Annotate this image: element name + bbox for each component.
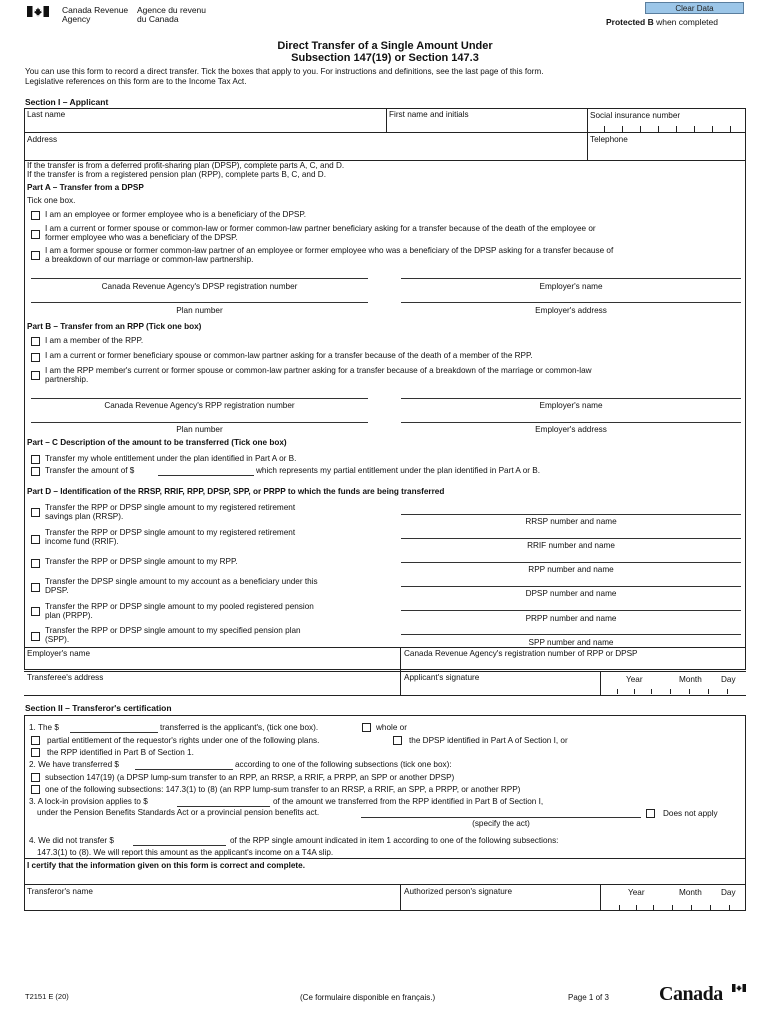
part-b-option-3-label: I am the RPP member's current or former spouse or common-law partner asking for a transfer because of a breakdown of the marriage or common-law <box>45 366 592 375</box>
canada-wordmark-flag-icon <box>732 984 746 992</box>
sin-label: Social insurance number <box>590 111 681 120</box>
rpp-registration-number-label: Canada Revenue Agency's RPP registration number <box>104 401 295 410</box>
part-d-rpp-label: Transfer the RPP or DPSP single amount to my RPP. <box>45 557 238 566</box>
part-d-rrsp-checkbox[interactable] <box>31 508 40 517</box>
canada-flag-logo <box>27 6 49 17</box>
item-2-147-19-label: subsection 147(19) (a DPSP lump-sum transfer to an RPP, an RRSP, a RRIF, a PRPP, an SPP or another DPSP) <box>45 773 455 782</box>
part-d-prpp-label-cont: plan (PRPP). <box>45 611 93 620</box>
transferor-date-month-label: Month <box>679 888 702 897</box>
rpp-employer-address-label: Employer's address <box>535 425 607 434</box>
rpp-employer-name-field[interactable] <box>401 386 741 398</box>
part-a-option-2-label-cont: former employee who was a beneficiary of the DPSP. <box>45 233 238 242</box>
part-b-option-1-label: I am a member of the RPP. <box>45 336 144 345</box>
dpsp-employer-address-label: Employer's address <box>535 306 607 315</box>
part-a-option-3-checkbox[interactable] <box>31 251 40 260</box>
cra-rpp-dpsp-registration-field[interactable] <box>401 658 745 670</box>
dpsp-number-name-field[interactable] <box>401 575 741 586</box>
part-a-tick-note: Tick one box. <box>27 196 76 205</box>
telephone-field[interactable] <box>588 144 745 159</box>
part-b-option-1-checkbox[interactable] <box>31 337 40 346</box>
agency-name-fr: Agence du revenu du Canada <box>137 5 206 24</box>
intro-text-2: Legislative references on this form are to the Income Tax Act. <box>25 77 247 86</box>
dpsp-registration-number-label: Canada Revenue Agency's DPSP registration number <box>101 282 298 291</box>
item-3-text-cont: under the Pension Benefits Standards Act or a provincial pension benefits act. <box>37 808 320 817</box>
rrsp-number-name-field[interactable] <box>401 503 741 514</box>
rpp-registration-number-field[interactable] <box>31 386 368 398</box>
part-d-rrsp-label: Transfer the RPP or DPSP single amount to my registered retirement <box>45 503 296 512</box>
part-a-option-2-label: I am a current or former spouse or common-law or former common-law partner beneficiary asking for a transfer because of the death of the employee or <box>45 224 596 233</box>
part-d-prpp-checkbox[interactable] <box>31 607 40 616</box>
rrif-number-name-field[interactable] <box>401 527 741 538</box>
dpsp-employer-name-label: Employer's name <box>539 282 603 291</box>
part-c-amount-field[interactable] <box>158 465 254 475</box>
dpsp-employer-address-field[interactable] <box>401 290 741 302</box>
sin-field[interactable] <box>588 120 745 132</box>
applicant-signature-label: Applicant's signature <box>404 673 480 682</box>
part-c-option-1-checkbox[interactable] <box>31 455 40 464</box>
address-field[interactable] <box>25 144 585 159</box>
part-c-heading: Part – C Description of the amount to be transferred (Tick one box) <box>27 438 287 447</box>
item-1-dpsp-label: the DPSP identified in Part A of Section I, or <box>409 736 568 745</box>
part-a-option-1-checkbox[interactable] <box>31 211 40 220</box>
employer-name-label: Employer's name <box>27 649 90 658</box>
telephone-label: Telephone <box>590 135 628 144</box>
item-1-partial-checkbox[interactable] <box>31 736 40 745</box>
french-availability-note: (Ce formulaire disponible en français.) <box>300 993 436 1002</box>
item-1-whole-checkbox[interactable] <box>362 723 371 732</box>
part-d-dpsp-label-cont: DPSP. <box>45 586 69 595</box>
cra-rpp-dpsp-registration-label: Canada Revenue Agency's registration number of RPP or DPSP <box>404 649 638 658</box>
form-subtitle: Subsection 147(19) or Section 147.3 <box>291 52 479 64</box>
item-2-147-19-checkbox[interactable] <box>31 773 40 782</box>
item-1-prefix: 1. The $ <box>29 723 59 732</box>
applicant-date-month-label: Month <box>679 675 702 684</box>
spp-number-name-label: SPP number and name <box>528 638 614 647</box>
item-1-rpp-label: the RPP identified in Part B of Section 1. <box>47 748 194 757</box>
part-a-option-3-label-cont: a breakdown of our marriage or common-law partnership. <box>45 255 254 264</box>
item-1-text: transferred is the applicant's, (tick one box). <box>160 723 319 732</box>
certify-statement: I certify that the information given on this form is correct and complete. <box>27 861 305 870</box>
rrsp-number-name-label: RRSP number and name <box>525 517 617 526</box>
prpp-number-name-label: PRPP number and name <box>525 614 617 623</box>
section-2-heading: Section II – Transferor's certification <box>25 703 172 713</box>
first-name-field[interactable] <box>387 119 586 133</box>
item-1-dpsp-checkbox[interactable] <box>393 736 402 745</box>
prpp-number-name-field[interactable] <box>401 599 741 610</box>
part-b-option-2-checkbox[interactable] <box>31 353 40 362</box>
part-d-rrif-label-cont: income fund (RRIF). <box>45 537 119 546</box>
item-2-147-3-checkbox[interactable] <box>31 785 40 794</box>
item-2-amount-field[interactable] <box>135 759 233 769</box>
part-a-option-2-checkbox[interactable] <box>31 230 40 239</box>
applicant-date-field[interactable] <box>601 684 745 695</box>
intro-text-1: You can use this form to record a direct transfer. Tick the boxes that apply to you. For instructions and definitions, see the last page of this form. <box>25 67 544 76</box>
part-b-heading: Part B – Transfer from an RPP (Tick one box) <box>27 322 202 331</box>
employer-name-field[interactable] <box>25 658 399 670</box>
part-d-rrsp-label-cont: savings plan (RRSP). <box>45 512 124 521</box>
rpp-employer-name-label: Employer's name <box>539 401 603 410</box>
item-4-text: of the RPP single amount indicated in item 1 according to one of the following subsections: <box>230 836 559 845</box>
part-c-option-2-checkbox[interactable] <box>31 467 40 476</box>
address-label: Address <box>27 135 58 144</box>
item-1-partial-label: partial entitlement of the requestor's rights under one of the following plans. <box>47 736 320 745</box>
agency-name-en: Canada Revenue Agency <box>62 5 129 24</box>
part-d-dpsp-checkbox[interactable] <box>31 583 40 592</box>
part-d-spp-label-cont: (SPP). <box>45 635 70 644</box>
part-b-option-3-label-cont: partnership. <box>45 375 89 384</box>
transferor-name-label: Transferor's name <box>27 887 93 896</box>
authorized-signature-label: Authorized person's signature <box>404 887 513 896</box>
dpsp-number-name-label: DPSP number and name <box>525 589 617 598</box>
last-name-label: Last name <box>27 110 66 119</box>
item-2-prefix: 2. We have transferred $ <box>29 760 119 769</box>
spp-number-name-field[interactable] <box>401 623 741 634</box>
part-d-heading: Part D – Identification of the RRSP, RRIF, RPP, DPSP, SPP, or PRPP to which the funds are being transferred <box>27 487 445 496</box>
part-b-option-2-label: I am a current or former beneficiary spouse or common-law partner asking for a transfer because of the death of a member of the RPP. <box>45 351 533 360</box>
transferor-date-year-label: Year <box>628 888 645 897</box>
transferee-address-field[interactable] <box>25 682 399 695</box>
part-a-option-3-label: I am a former spouse or former common-law partner of an employee or former employee who was a beneficiary of the DPSP asking for a transfer because of <box>45 246 614 255</box>
dpsp-employer-name-field[interactable] <box>401 266 741 278</box>
item-3-prefix: 3. A lock-in provision applies to $ <box>29 797 148 806</box>
part-a-heading: Part A – Transfer from a DPSP <box>27 183 144 192</box>
transferor-date-day-label: Day <box>721 888 736 897</box>
item-3-act-field[interactable] <box>361 806 641 817</box>
item-4-prefix: 4. We did not transfer $ <box>29 836 114 845</box>
clear-data-button[interactable]: Clear Data <box>645 2 744 14</box>
part-d-rrif-checkbox[interactable] <box>31 535 40 544</box>
canada-wordmark: Canada <box>659 983 723 1005</box>
part-c-option-1-label: Transfer my whole entitlement under the plan identified in Part A or B. <box>45 454 297 463</box>
rpp-employer-address-field[interactable] <box>401 410 741 422</box>
transferee-address-label: Transferee's address <box>27 673 104 682</box>
rpp-number-name-field[interactable] <box>401 551 741 562</box>
dpsp-plan-number-field[interactable] <box>31 290 368 302</box>
item-2-text: according to one of the following subsections (tick one box): <box>235 760 452 769</box>
first-name-label: First name and initials <box>389 110 469 119</box>
item-3-does-not-apply-checkbox[interactable] <box>646 809 655 818</box>
rpp-plan-number-label: Plan number <box>176 425 223 434</box>
item-3-amount-field[interactable] <box>177 796 270 806</box>
applicant-date-day-label: Day <box>721 675 736 684</box>
part-d-dpsp-label: Transfer the DPSP single amount to my account as a beneficiary under this <box>45 577 318 586</box>
item-3-text: of the amount we transferred from the RPP identified in Part B of Section I, <box>273 797 544 806</box>
item-4-amount-field[interactable] <box>133 835 226 845</box>
part-d-spp-label: Transfer the RPP or DPSP single amount to my specified pension plan <box>45 626 301 635</box>
part-d-rpp-checkbox[interactable] <box>31 559 40 568</box>
part-c-option-2-label: Transfer the amount of $ <box>45 466 135 475</box>
item-4-text-cont: 147.3(1) to (8). We will report this amount as the applicant's income on a T4A slip. <box>37 848 334 857</box>
part-d-prpp-label: Transfer the RPP or DPSP single amount to my pooled registered pension <box>45 602 314 611</box>
part-d-rrif-label: Transfer the RPP or DPSP single amount to my registered retirement <box>45 528 296 537</box>
note-dpsp: If the transfer is from a deferred profit-sharing plan (DPSP), complete parts A, C, and D. <box>27 161 345 170</box>
part-b-option-3-checkbox[interactable] <box>31 371 40 380</box>
item-3-does-not-apply-label: Does not apply <box>663 809 718 818</box>
authorized-signature-field[interactable] <box>401 896 599 910</box>
form-title: Direct Transfer of a Single Amount Under <box>277 40 493 52</box>
item-2-147-3-label: one of the following subsections: 147.3(1) to (8) (an RPP lump-sum transfer to an RRSP, a RRIF, an SPP, a PRPP, or another RPP) <box>45 785 521 794</box>
page-number: Page 1 of 3 <box>568 993 609 1002</box>
transferor-name-field[interactable] <box>25 896 399 910</box>
part-c-option-2-label-cont: which represents my partial entitlement under the plan identified in Part A or B. <box>256 466 540 475</box>
form-id: T2151 E (20) <box>25 992 69 1001</box>
dpsp-registration-number-field[interactable] <box>31 266 368 278</box>
rpp-number-name-label: RPP number and name <box>528 565 614 574</box>
rrif-number-name-label: RRIF number and name <box>527 541 615 550</box>
section-1-heading: Section I – Applicant <box>25 97 109 107</box>
part-a-option-1-label: I am an employee or former employee who is a beneficiary of the DPSP. <box>45 210 307 219</box>
item-3-act-label: (specify the act) <box>472 819 530 828</box>
dpsp-plan-number-label: Plan number <box>176 306 223 315</box>
transferor-date-field[interactable] <box>601 898 745 910</box>
item-1-rpp-checkbox[interactable] <box>31 748 40 757</box>
protected-b-label: Protected B when completed <box>606 17 718 27</box>
rpp-plan-number-field[interactable] <box>31 410 368 422</box>
item-1-amount-field[interactable] <box>70 722 158 732</box>
item-1-whole-label: whole or <box>376 723 407 732</box>
applicant-signature-field[interactable] <box>401 682 599 695</box>
applicant-date-year-label: Year <box>626 675 643 684</box>
last-name-field[interactable] <box>25 119 385 133</box>
part-d-spp-checkbox[interactable] <box>31 632 40 641</box>
note-rpp: If the transfer is from a registered pension plan (RPP), complete parts B, C, and D. <box>27 170 326 179</box>
